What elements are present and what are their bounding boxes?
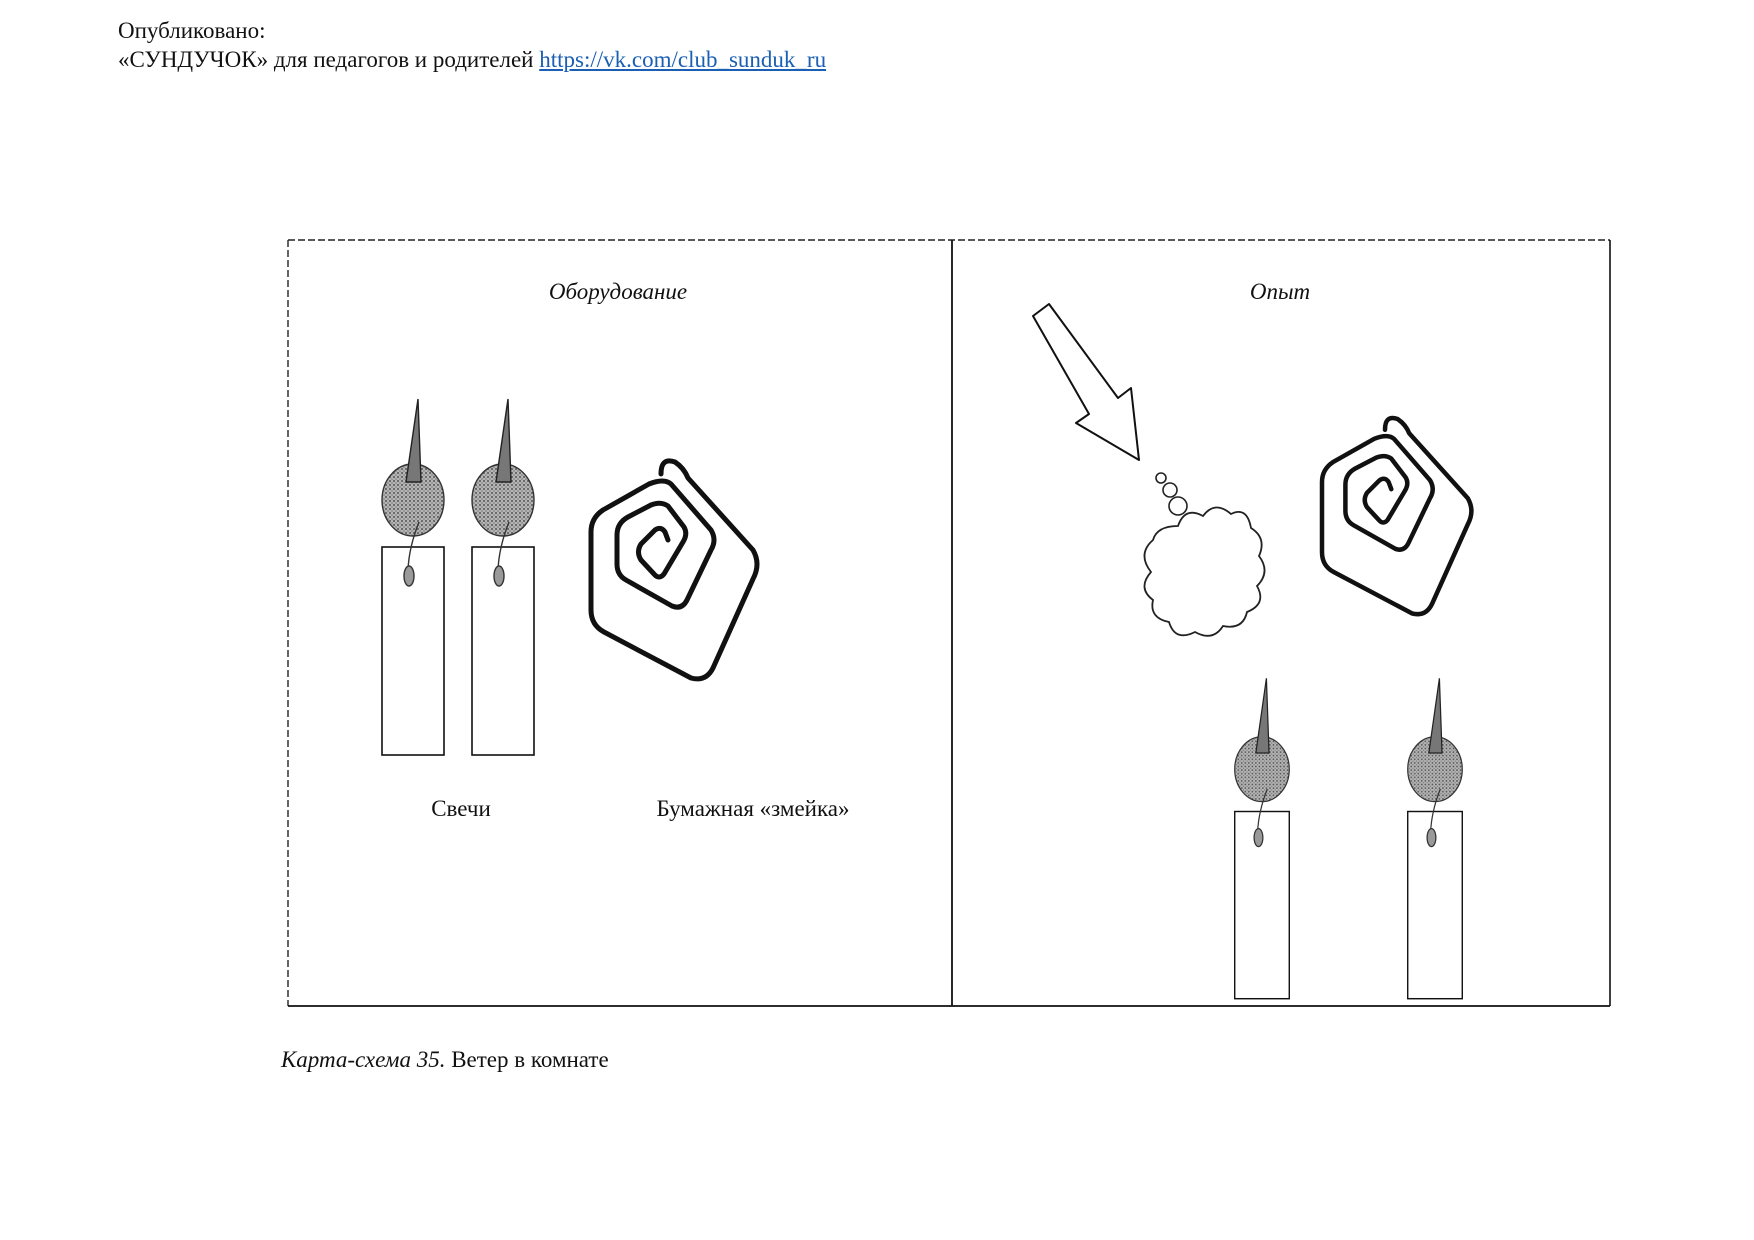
candle-icon [1235,678,1290,998]
arrow-icon [1033,304,1139,460]
paper-snake-label: Бумажная «змейка» [656,796,850,821]
source-link[interactable]: https://vk.com/club_sunduk_ru [539,47,827,72]
candle-icon [382,399,444,755]
paper-snake-spiral-icon [1322,418,1471,614]
air-cloud-icon [1144,473,1264,636]
published-label: Опубликовано: [118,18,266,43]
caption-lead: Карта-схема 35. [281,1047,446,1072]
source-text: «СУНДУЧОК» для педагогов и родителей [118,47,534,72]
candle-icon [1408,678,1463,998]
scheme-diagram [285,238,1613,1010]
caption-text: Ветер в комнате [451,1047,609,1072]
figure-caption [281,1045,609,1074]
experiment-title: Опыт [1249,279,1311,304]
publication-header [118,16,826,74]
source-line [118,45,826,74]
candles-label: Свечи [431,796,491,821]
paper-snake-spiral-icon [591,461,757,679]
candle-icon [472,399,534,755]
equipment-title: Оборудование [548,279,688,304]
scheme-figure [285,238,1613,1010]
